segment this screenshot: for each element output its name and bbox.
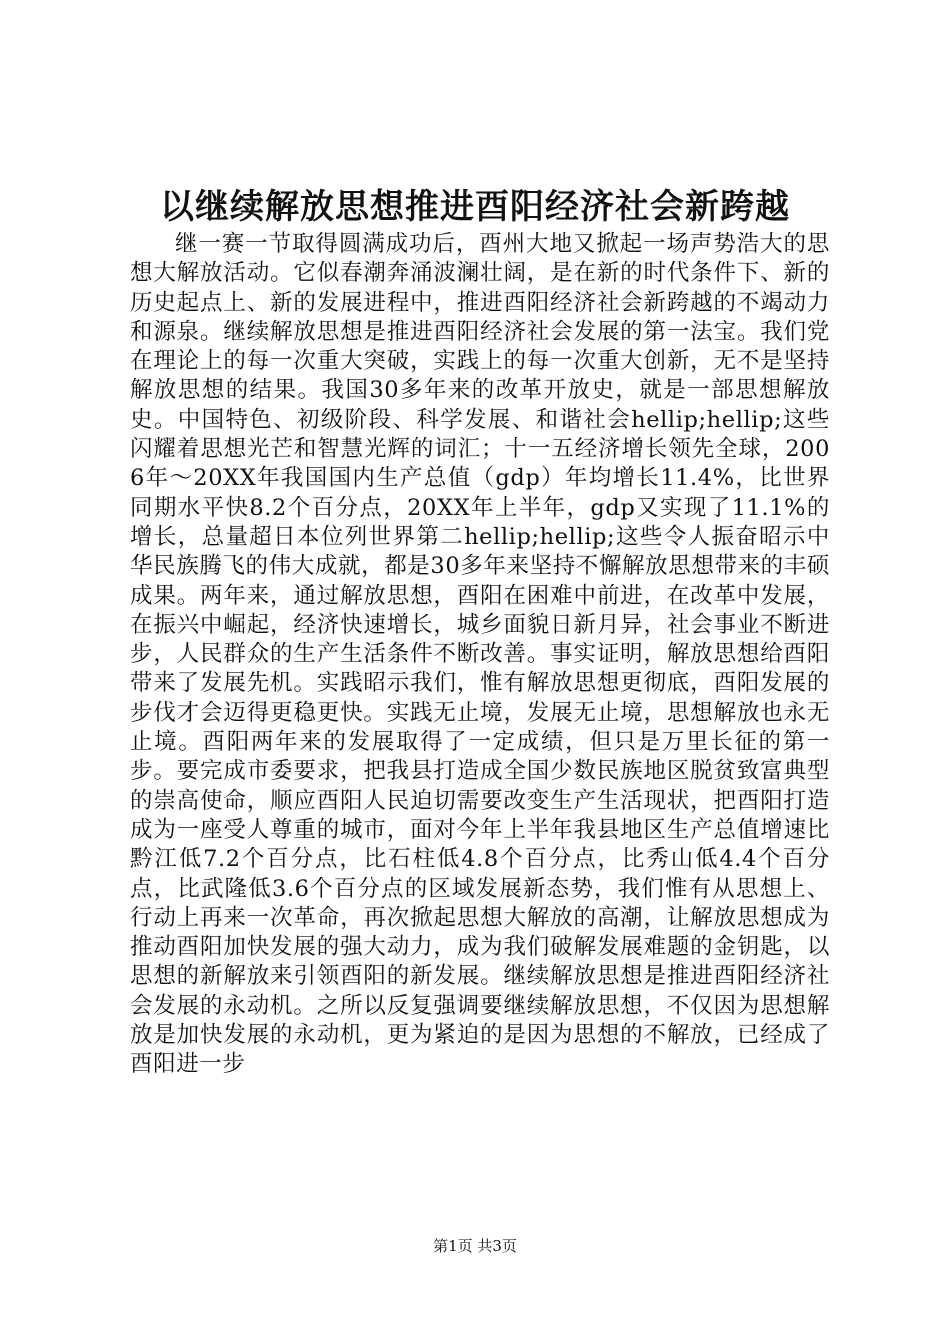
page-footer: 第1页 共3页 [433,1237,517,1255]
document-title: 以继续解放思想推进酉阳经济社会新跨越 [160,187,790,227]
body-paragraph: 继一赛一节取得圆满成功后，酉州大地又掀起一场声势浩大的思想大解放活动。它似春潮奔涌波澜壮阔，是在新的时代条件下、新的历史起点上、新的发展进程中，推进酉阳经济社会新跨越的不竭动力和源泉。继续解放思想是推进酉阳经济社会发展的第一法宝。我们党在理论上的每一次重大突破，实践上的每一次重大创新，无不是坚持解放思想的结果。我国30多年来的改革开放史，就是一部思想解放史。中国特色、初级阶段、科学发展、和谐社会hellip;hellip;这些闪耀着思想光芒和智慧光辉的词汇；十一五经济增长领先全球，2006年～20XX年我国国内生产总值（gdp）年均增长11.4%，比世界同期水平快8.2个百分点，20XX年上半年，gdp又实现了11.1%的增长，总量超日本位列世界第二hellip;hellip;这些令人振奋昭示中华民族腾飞的伟大成就，都是30多年来坚持不懈解放思想带来的丰硕成果。两年来，通过解放思想，酉阳在困难中前进，在改革中发展，在振兴中崛起，经济快速增长，城乡面貌日新月异，社会事业不断进步，人民群众的生产生活条件不断改善。事实证明，解放思想给酉阳带来了发展先机。实践昭示我们，惟有解放思想更彻底，酉阳发展的步伐才会迈得更稳更快。实践无止境，发展无止境，思想解放也永无止境。酉阳两年来的发展取得了一定成绩，但只是万里长征的第一步。要完成市委要求，把我县打造成全国少数民族地区脱贫致富典型的崇高使命，顺应酉阳人民迫切需要改变生产生活现状，把酉阳打造成为一座受人尊重的城市，面对今年上半年我县地区生产总值增速比黔江低7.2个百分点，比石柱低4.8个百分点，比秀山低4.4个百分点，比武隆低3.6个百分点的区域发展新态势，我们惟有从思想上、行动上再来一次革命，再次掀起思想大解放的高潮，让解放思想成为推动酉阳加快发展的强大动力，成为我们破解发展难题的金钥匙，以思想的新解放来引领酉阳的新发展。继续解放思想是推进酉阳经济社会发展的永动机。之所以反复强调要继续解放思想，不仅因为思想解放是加快发展的永动机，更为紧迫的是因为思想的不解放，已经成了酉阳进一步 [130,231,830,1078]
